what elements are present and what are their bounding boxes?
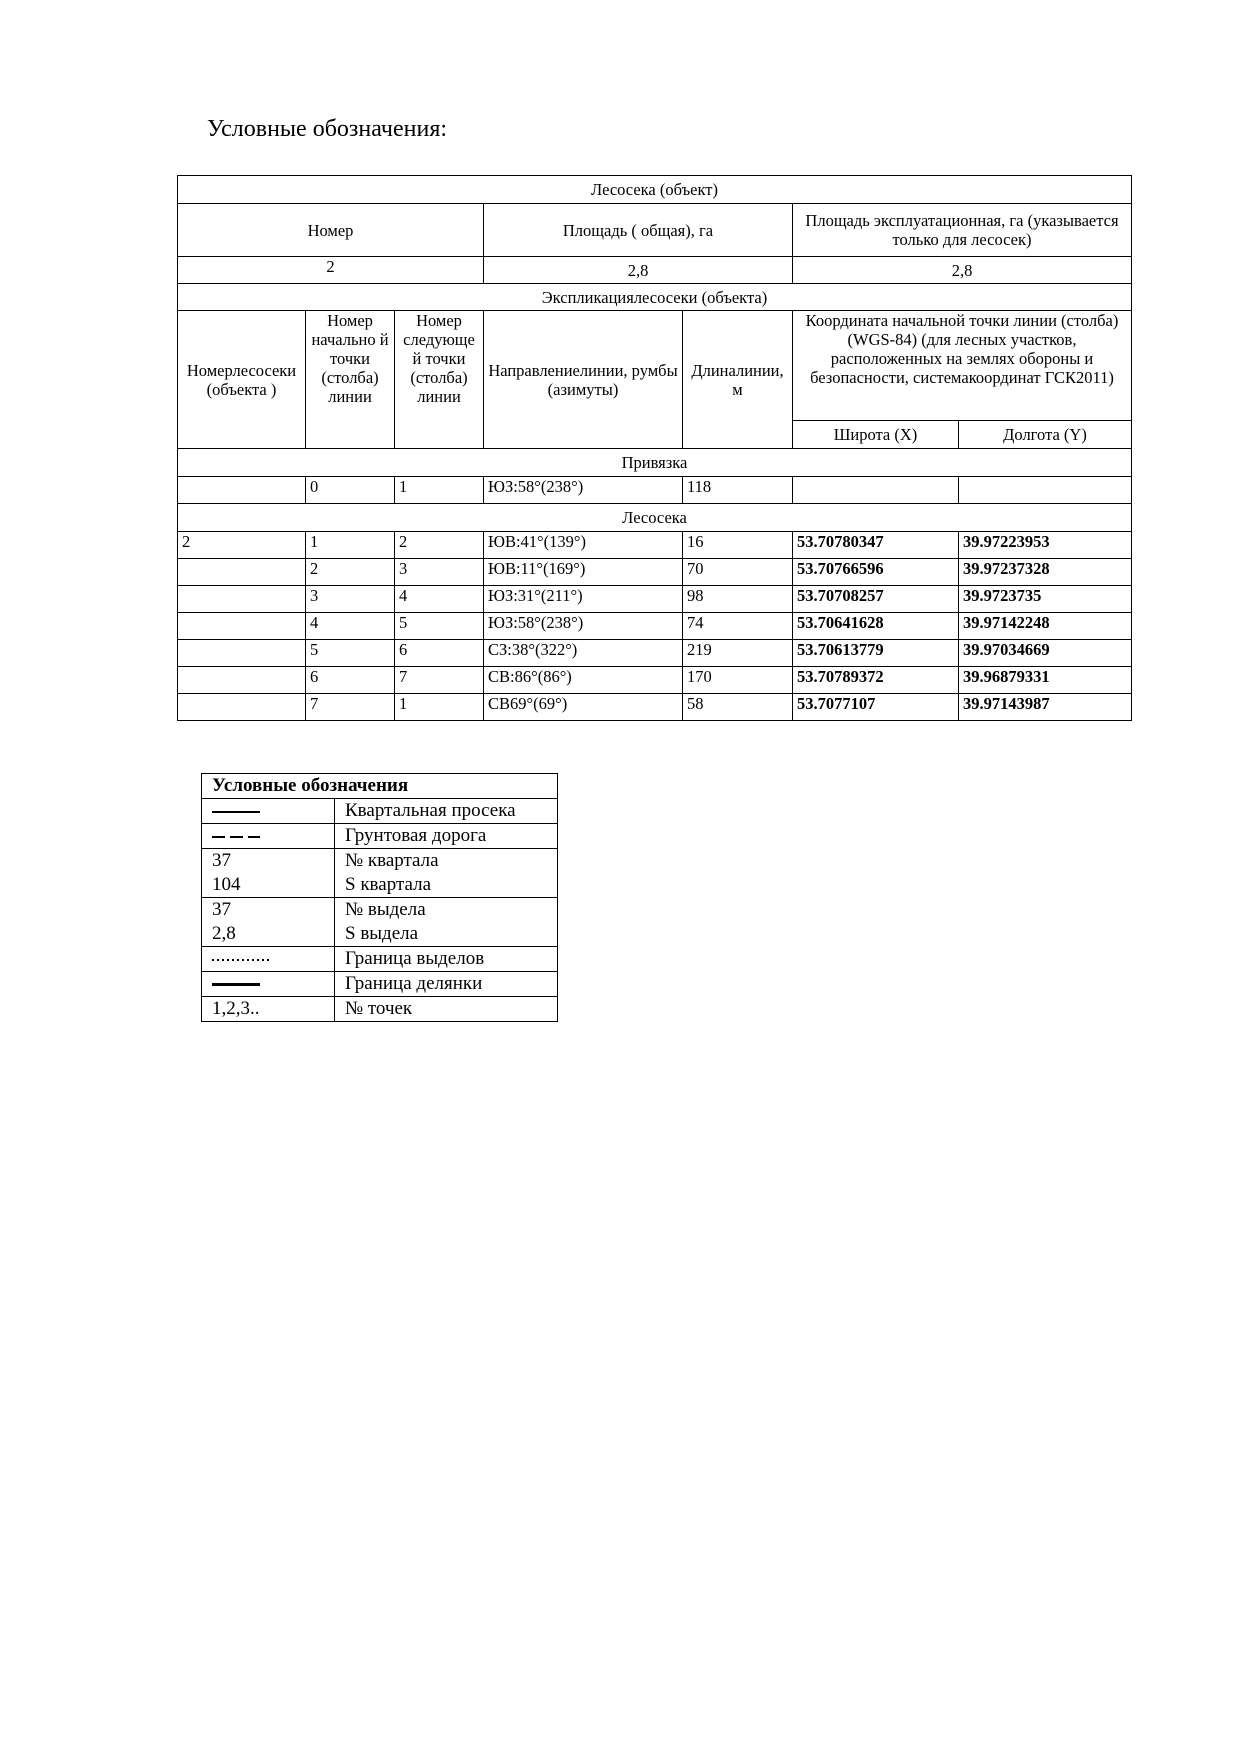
- start-cell: 6: [306, 667, 395, 694]
- next-cell: 3: [395, 559, 484, 586]
- direction-cell: СВ:86°(86°): [484, 667, 683, 694]
- latitude-cell: 53.70641628: [793, 613, 959, 640]
- longitude-cell: [959, 477, 1132, 504]
- legend-title: Условные обозначения: [202, 774, 558, 799]
- lot-cell: 2: [178, 532, 306, 559]
- latitude-header: Широта (X): [793, 421, 959, 449]
- page-heading: Условные обозначения:: [207, 116, 448, 142]
- longitude-cell: 39.97223953: [959, 532, 1132, 559]
- legend-label-line: S выдела: [345, 923, 419, 944]
- direction-cell: СВ69°(69°): [484, 694, 683, 721]
- allotment-number-symbol: [202, 898, 335, 947]
- lot-cell: [178, 694, 306, 721]
- longitude-cell: 39.9723735: [959, 586, 1132, 613]
- length-cell: 58: [683, 694, 793, 721]
- legend-symbol-text: 37: [212, 899, 231, 920]
- number-value: 2: [178, 257, 484, 284]
- start-cell: 2: [306, 559, 395, 586]
- table-row: [178, 477, 1132, 504]
- quarter-number-symbol: [202, 849, 335, 898]
- next-cell: 1: [395, 694, 484, 721]
- lot-number-header: Номерлесосеки (объекта ): [178, 311, 306, 449]
- length-header: Длиналинии, м: [683, 311, 793, 449]
- legend-item: [202, 799, 558, 824]
- legend-item: [202, 947, 558, 972]
- latitude-cell: 53.70780347: [793, 532, 959, 559]
- legend-label: [335, 849, 558, 898]
- length-cell: 74: [683, 613, 793, 640]
- legend-label-line: S квартала: [345, 874, 432, 895]
- dirt-road-symbol: [202, 824, 335, 849]
- area-total-value: 2,8: [484, 257, 793, 284]
- legend-label: Квартальная просека: [335, 799, 558, 824]
- start-point-header: Номер начально й точки (столба) линии: [306, 311, 395, 449]
- start-cell: 0: [306, 477, 395, 504]
- legend-label: № точек: [335, 997, 558, 1022]
- longitude-cell: 39.97237328: [959, 559, 1132, 586]
- table-row: [178, 667, 1132, 694]
- quarter-clearing-symbol: [202, 799, 335, 824]
- table-row: [178, 694, 1132, 721]
- legend-table: [201, 773, 558, 1022]
- legend-label: Грунтовая дорога: [335, 824, 558, 849]
- longitude-header: Долгота (Y): [959, 421, 1132, 449]
- object-header: Лесосека (объект): [178, 176, 1132, 204]
- direction-header: Направлениелинии, румбы (азимуты): [484, 311, 683, 449]
- lot-section-header: Лесосека: [178, 504, 1132, 532]
- length-cell: 118: [683, 477, 793, 504]
- legend-label: Граница выделов: [335, 947, 558, 972]
- col-area-total-header: Площадь ( общая), га: [484, 204, 793, 257]
- col-number-header: Номер: [178, 204, 484, 257]
- legend-item: [202, 997, 558, 1022]
- start-cell: 7: [306, 694, 395, 721]
- table-row: [178, 640, 1132, 667]
- direction-cell: ЮВ:11°(169°): [484, 559, 683, 586]
- longitude-cell: 39.97143987: [959, 694, 1132, 721]
- next-cell: 7: [395, 667, 484, 694]
- legend-symbol-text: 104: [212, 874, 241, 895]
- direction-cell: ЮЗ:58°(238°): [484, 477, 683, 504]
- direction-cell: ЮЗ:58°(238°): [484, 613, 683, 640]
- start-cell: 1: [306, 532, 395, 559]
- table-row: [178, 532, 1132, 559]
- table-row: [178, 559, 1132, 586]
- legend-symbol-text: 37: [212, 850, 231, 871]
- length-cell: 98: [683, 586, 793, 613]
- length-cell: 16: [683, 532, 793, 559]
- next-cell: 5: [395, 613, 484, 640]
- legend-item: [202, 898, 558, 947]
- lot-cell: [178, 640, 306, 667]
- explication-header: Экспликациялесосеки (объекта): [178, 284, 1132, 311]
- legend-item: [202, 824, 558, 849]
- legend-label-line: № выдела: [345, 899, 426, 920]
- start-cell: 5: [306, 640, 395, 667]
- latitude-cell: 53.70708257: [793, 586, 959, 613]
- start-cell: 4: [306, 613, 395, 640]
- lot-cell: [178, 559, 306, 586]
- next-point-header: Номер следующе й точки (столба) линии: [395, 311, 484, 449]
- longitude-cell: 39.96879331: [959, 667, 1132, 694]
- legend-label-line: № квартала: [345, 850, 439, 871]
- points-number-symbol: 1,2,3..: [202, 997, 335, 1022]
- direction-cell: СЗ:38°(322°): [484, 640, 683, 667]
- longitude-cell: 39.97142248: [959, 613, 1132, 640]
- explication-table: [177, 175, 1132, 721]
- col-area-exploit-header: Площадь эксплуатационная, га (указывается только для лесосек): [793, 204, 1132, 257]
- legend-item: [202, 849, 558, 898]
- coordinate-header: Координата начальной точки линии (столба) (WGS-84) (для лесных участков, расположенных на землях обороны и безопасности, системакоординат ГСК2011): [793, 311, 1132, 421]
- latitude-cell: [793, 477, 959, 504]
- plot-boundary-symbol: [202, 972, 335, 997]
- legend-item: [202, 972, 558, 997]
- next-cell: 1: [395, 477, 484, 504]
- next-cell: 4: [395, 586, 484, 613]
- next-cell: 6: [395, 640, 484, 667]
- binding-section-header: Привязка: [178, 449, 1132, 477]
- latitude-cell: 53.70789372: [793, 667, 959, 694]
- latitude-cell: 53.70766596: [793, 559, 959, 586]
- lot-cell: [178, 667, 306, 694]
- legend-label: Граница делянки: [335, 972, 558, 997]
- longitude-cell: 39.97034669: [959, 640, 1132, 667]
- latitude-cell: 53.70613779: [793, 640, 959, 667]
- length-cell: 219: [683, 640, 793, 667]
- table-row: [178, 586, 1132, 613]
- lot-cell: [178, 477, 306, 504]
- area-exploit-value: 2,8: [793, 257, 1132, 284]
- legend-symbol-text: 2,8: [212, 923, 236, 944]
- lot-cell: [178, 586, 306, 613]
- allotment-boundary-symbol: [202, 947, 335, 972]
- legend-label: [335, 898, 558, 947]
- direction-cell: ЮВ:41°(139°): [484, 532, 683, 559]
- length-cell: 170: [683, 667, 793, 694]
- length-cell: 70: [683, 559, 793, 586]
- start-cell: 3: [306, 586, 395, 613]
- next-cell: 2: [395, 532, 484, 559]
- lot-cell: [178, 613, 306, 640]
- latitude-cell: 53.7077107: [793, 694, 959, 721]
- table-row: [178, 613, 1132, 640]
- direction-cell: ЮЗ:31°(211°): [484, 586, 683, 613]
